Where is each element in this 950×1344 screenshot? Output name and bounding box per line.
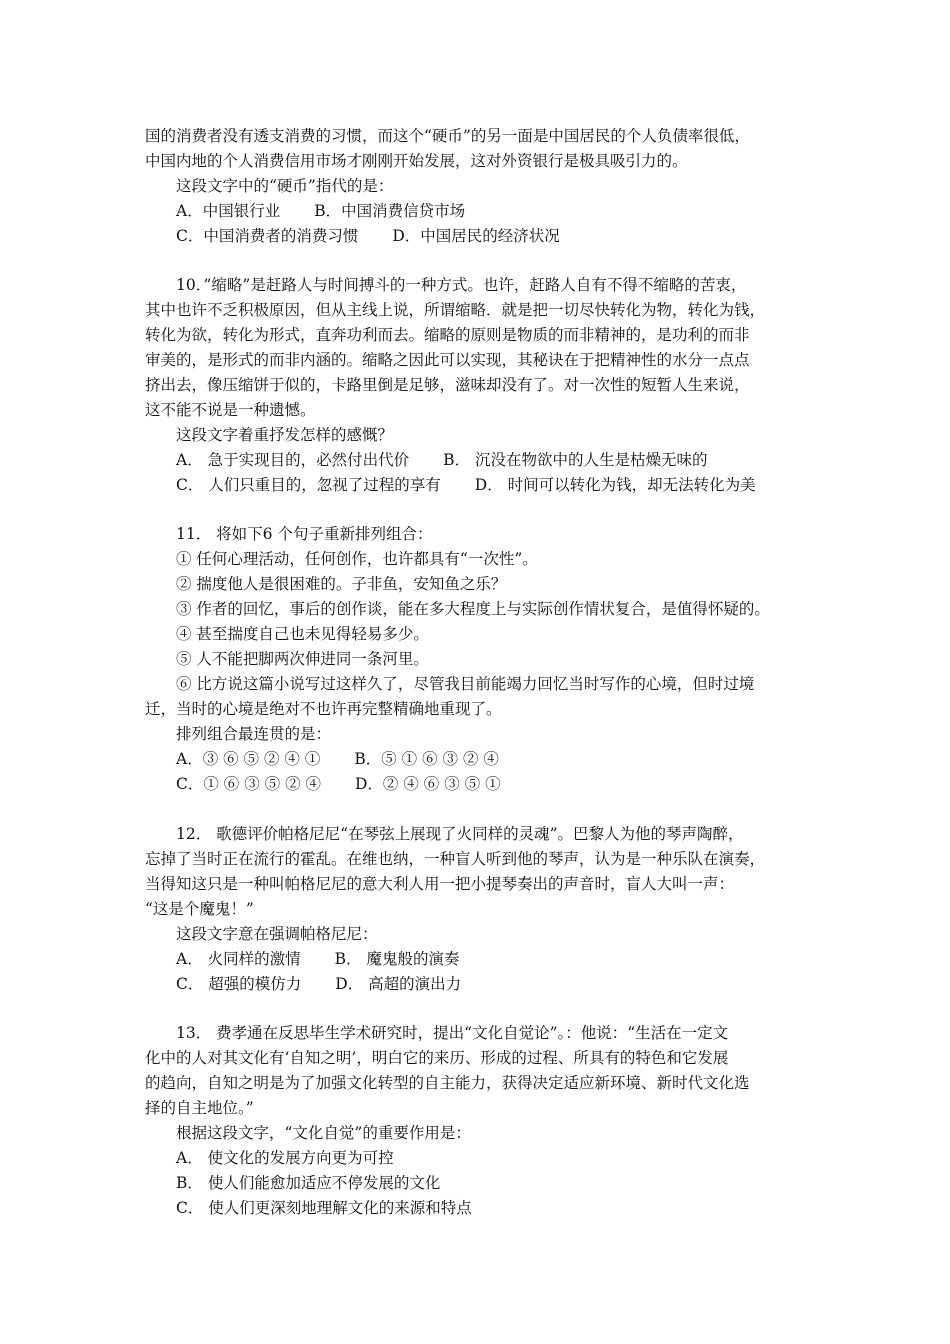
options-row <box>176 772 501 797</box>
paragraph-line: 国的消费者没有透支消费的习惯，而这个“硬币”的另一面是中国居民的个人负债率很低， <box>145 127 750 145</box>
question-prompt: 这段文字意在强调帕格尼尼： <box>176 925 378 943</box>
option-a: A．中国银行业 <box>176 202 281 220</box>
option-d: D．② ④ ⑥ ③ ⑤ ① <box>355 775 501 793</box>
option-c: C．① ⑥ ③ ⑤ ② ④ <box>176 775 321 793</box>
options-row <box>176 747 499 772</box>
option-b: B． 魔鬼般的演奏 <box>334 950 460 968</box>
option-d: D． 时间可以转化为钱，却无法转化为美 <box>474 476 756 494</box>
paragraph-line: 忘掉了当时正在流行的霍乱。在维也纳，一种盲人听到他的琴声，认为是一种乐队在演奏， <box>145 850 766 868</box>
paragraph-line: 转化为欲，转化为形式，直奔功利而去。缩略的原则是物质的而非精神的，是功利的而非 <box>145 326 750 344</box>
option-d: D．中国居民的经济状况 <box>392 227 560 245</box>
options-row <box>176 947 459 972</box>
question-prompt: 这段文字着重抒发怎样的感慨？ <box>176 426 394 444</box>
paragraph-line: 12． 歌德评价帕格尼尼“在琴弦上展现了火同样的灵魂”。巴黎人为他的琴声陶醉， <box>176 825 744 843</box>
paragraph-line: 审美的，是形式的而非内涵的。缩略之因此可以实现，其秘诀在于把精神性的水分一点点 <box>145 351 750 369</box>
paragraph-line: 择的自主地位。” <box>145 1099 254 1117</box>
paragraph-line: 这不能不说是一种遗憾。 <box>145 401 316 419</box>
paragraph-line: 的趋向，自知之明是为了加强文化转型的自主能力，获得决定适应新环境、新时代文化选 <box>145 1074 750 1092</box>
options-row <box>176 224 560 249</box>
sentence-3: ③ 作者的回忆，事后的创作谈，能在多大程度上与实际创作情状复合，是值得怀疑的。 <box>176 600 770 618</box>
option-b: B．⑤ ① ⑥ ③ ② ④ <box>354 750 499 768</box>
sentence-2: ② 揣度他人是很困难的。子非鱼，安知鱼之乐？ <box>176 575 507 593</box>
option-c: C． 使人们更深刻地理解文化的来源和特点 <box>176 1199 472 1217</box>
question-prompt: 根据这段文字，“文化自觉”的重要作用是： <box>176 1124 471 1142</box>
paragraph-line: “这是个魔鬼！” <box>145 900 254 918</box>
option-a: A． 火同样的激情 <box>176 950 301 968</box>
sentence-5: ⑤ 人不能把脚两次伸进同一条河里。 <box>176 650 429 668</box>
sentence-1: ① 任何心理活动，任何创作，也许都具有“一次性”。 <box>176 550 538 568</box>
options-row <box>176 199 465 224</box>
option-d: D． 高超的演出力 <box>335 975 462 993</box>
question-prompt: 排列组合最连贯的是： <box>176 725 332 743</box>
paragraph-line: 挤出去，像压缩饼于似的，卡路里倒是足够，滋味却没有了。对一次性的短暂人生来说， <box>145 376 750 394</box>
option-b: B． 沉没在物欲中的人生是枯燥无味的 <box>443 451 708 469</box>
question-title: 11． 将如下6 个句子重新排列组合： <box>176 525 433 543</box>
paragraph-line: 中国内地的个人消费信用市场才刚刚开始发展，这对外资银行是极具吸引力的。 <box>145 152 688 170</box>
paragraph-line: 化中的人对其文化有‘自知之明’，明白它的来历、形成的过程、所具有的特色和它发展 <box>145 1049 729 1067</box>
option-c: C． 人们只重目的，忽视了过程的享有 <box>176 476 441 494</box>
option-a: A．③ ⑥ ⑤ ② ④ ① <box>176 750 321 768</box>
question-prompt: 这段文字中的“硬币”指代的是： <box>176 177 394 195</box>
sentence-6: ⑥ 比方说这篇小说写过这样久了，尽管我目前能竭力回忆当时写作的心境，但时过境 <box>176 675 755 693</box>
options-row <box>176 972 461 997</box>
sentence-4: ④ 甚至揣度自己也未见得轻易多少。 <box>176 625 429 643</box>
paragraph-line: 13． 费孝通在反思毕生学术研究时，提出“文化自觉论”。：他说：“生活在一定文 <box>176 1024 729 1042</box>
options-row <box>176 448 707 473</box>
option-c: C． 超强的模仿力 <box>176 975 302 993</box>
options-row <box>176 473 756 498</box>
option-c: C．中国消费者的消费习惯 <box>176 227 359 245</box>
sentence-6-continued: 迁，当时的心境是绝对不也许再完整精确地重现了。 <box>145 700 502 718</box>
option-b: B．中国消费信贷市场 <box>314 202 466 220</box>
option-a: A． 急于实现目的，必然付出代价 <box>176 451 410 469</box>
option-a: A． 使文化的发展方向更为可控 <box>176 1149 394 1167</box>
paragraph-line: 10．”缩略”是赶路人与时间搏斗的一种方式。也许，赶路人自有不得不缩略的苦衷， <box>176 276 747 294</box>
option-b: B． 使人们能愈加适应不停发展的文化 <box>176 1174 441 1192</box>
paragraph-line: 当得知这只是一种叫帕格尼尼的意大利人用一把小提琴奏出的声音时，盲人大叫一声： <box>145 875 735 893</box>
paragraph-line: 其中也许不乏积极原因，但从主线上说，所谓缩略．就是把一切尽快转化为物，转化为钱， <box>145 301 766 319</box>
